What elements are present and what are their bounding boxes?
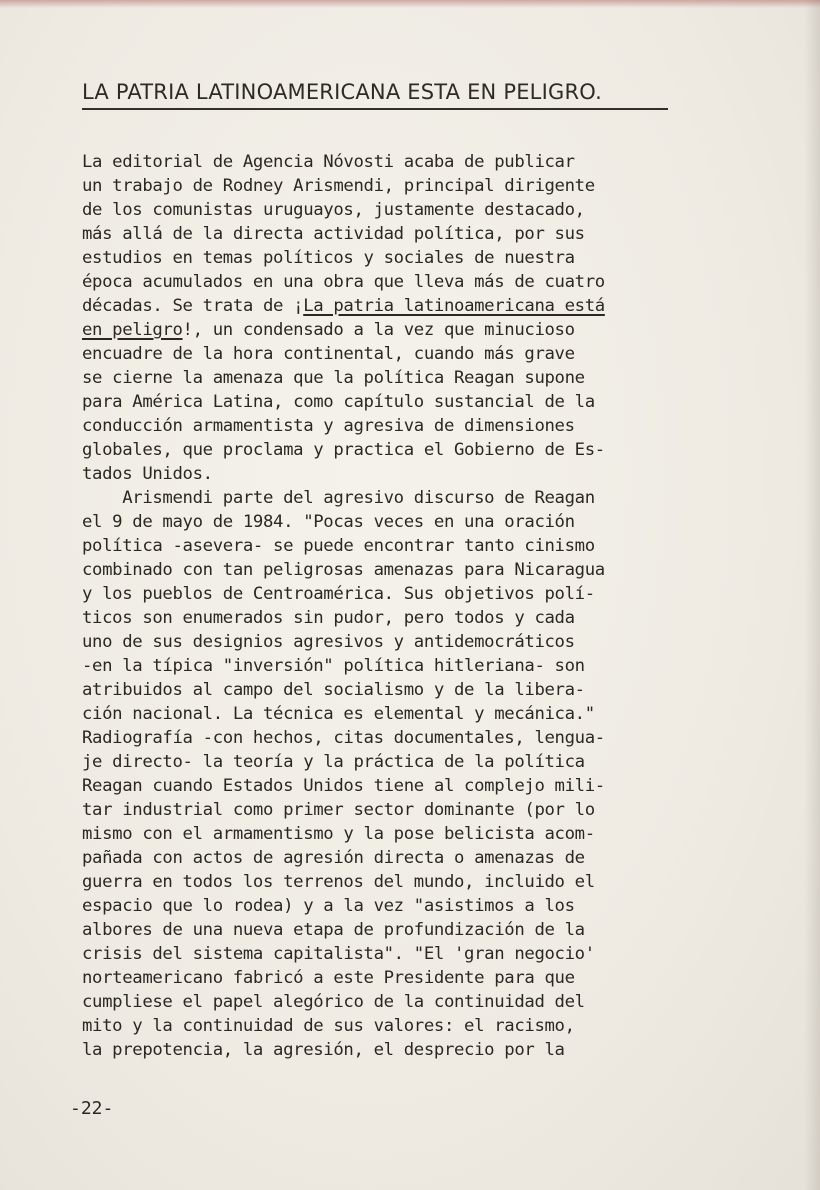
book-title-underlined: La patria latinoamericana está: [303, 296, 605, 316]
text-line: tar industrial como primer sector dominante (por lo: [82, 800, 595, 820]
text-line: albores de una nueva etapa de profundización de la: [82, 920, 585, 940]
text-line: crisis del sistema capitalista". "El 'gran negocio': [82, 944, 595, 964]
text-line: conducción armamentista y agresiva de dimensiones: [82, 416, 575, 436]
text-line: encuadre de la hora continental, cuando más grave: [82, 344, 575, 364]
text-line: je directo- la teoría y la práctica de la política: [82, 752, 585, 772]
text-line: mismo con el armamentismo y la pose belicista acom-: [82, 824, 595, 844]
title-underline: [82, 108, 668, 110]
text-line: guerra en todos los terrenos del mundo, incluido el: [82, 872, 595, 892]
text-line: combinado con tan peligrosas amenazas para Nicaragua: [82, 560, 605, 580]
text-line: ticos son enumerados sin pudor, pero todos y cada: [82, 608, 575, 628]
text-line: Reagan cuando Estados Unidos tiene al complejo mili-: [82, 776, 605, 796]
text-line: de los comunistas uruguayos, justamente destacado,: [82, 200, 585, 220]
text-line: Radiografía -con hechos, citas documentales, lengua-: [82, 728, 605, 748]
text-line: tados Unidos.: [82, 464, 213, 484]
article-body: [82, 150, 722, 1062]
text-line: globales, que proclama y practica el Gobierno de Es-: [82, 440, 605, 460]
text-line: época acumulados en una obra que lleva más de cuatro: [82, 272, 605, 292]
text-line: el 9 de mayo de 1984. "Pocas veces en una oración: [82, 512, 575, 532]
text-line: -en la típica "inversión" política hitleriana- son: [82, 656, 585, 676]
text-segment: décadas. Se trata de ¡: [82, 296, 304, 316]
page-number: -22-: [70, 1098, 114, 1119]
text-line: La editorial de Agencia Nóvosti acaba de publicar: [82, 152, 575, 172]
text-line: se cierne la amenaza que la política Reagan supone: [82, 368, 585, 388]
page-top-edge: [0, 0, 820, 8]
page-right-edge: [804, 0, 820, 1190]
text-line: Arismendi parte del agresivo discurso de Reagan: [82, 488, 595, 508]
text-segment: !, un condensado a la vez que minucioso: [182, 320, 575, 340]
text-line: [82, 294, 722, 318]
text-line: estudios en temas políticos y sociales de nuestra: [82, 248, 575, 268]
text-line: política -asevera- se puede encontrar tanto cinismo: [82, 536, 595, 556]
text-line: ción nacional. La técnica es elemental y mecánica.": [82, 704, 595, 724]
text-line: espacio que lo rodea) y a la vez "asistimos a los: [82, 896, 575, 916]
text-line: norteamericano fabricó a este Presidente para que: [82, 968, 575, 988]
page-title: LA PATRIA LATINOAMERICANA ESTA EN PELIGRO.: [82, 80, 602, 104]
text-line: pañada con actos de agresión directa o amenazas de: [82, 848, 585, 868]
text-line: un trabajo de Rodney Arismendi, principal dirigente: [82, 176, 595, 196]
text-line: para América Latina, como capítulo sustancial de la: [82, 392, 595, 412]
text-line: la prepotencia, la agresión, el desprecio por la: [82, 1040, 565, 1060]
text-line: más allá de la directa actividad política, por sus: [82, 224, 585, 244]
text-line: mito y la continuidad de sus valores: el racismo,: [82, 1016, 575, 1036]
text-line: [82, 318, 722, 342]
text-line: cumpliese el papel alegórico de la continuidad del: [82, 992, 585, 1012]
book-title-underlined: en peligro: [82, 320, 183, 340]
text-line: uno de sus designios agresivos y antidemocráticos: [82, 632, 575, 652]
text-line: atribuidos al campo del socialismo y de la libera-: [82, 680, 585, 700]
text-line: y los pueblos de Centroamérica. Sus objetivos polí-: [82, 584, 595, 604]
